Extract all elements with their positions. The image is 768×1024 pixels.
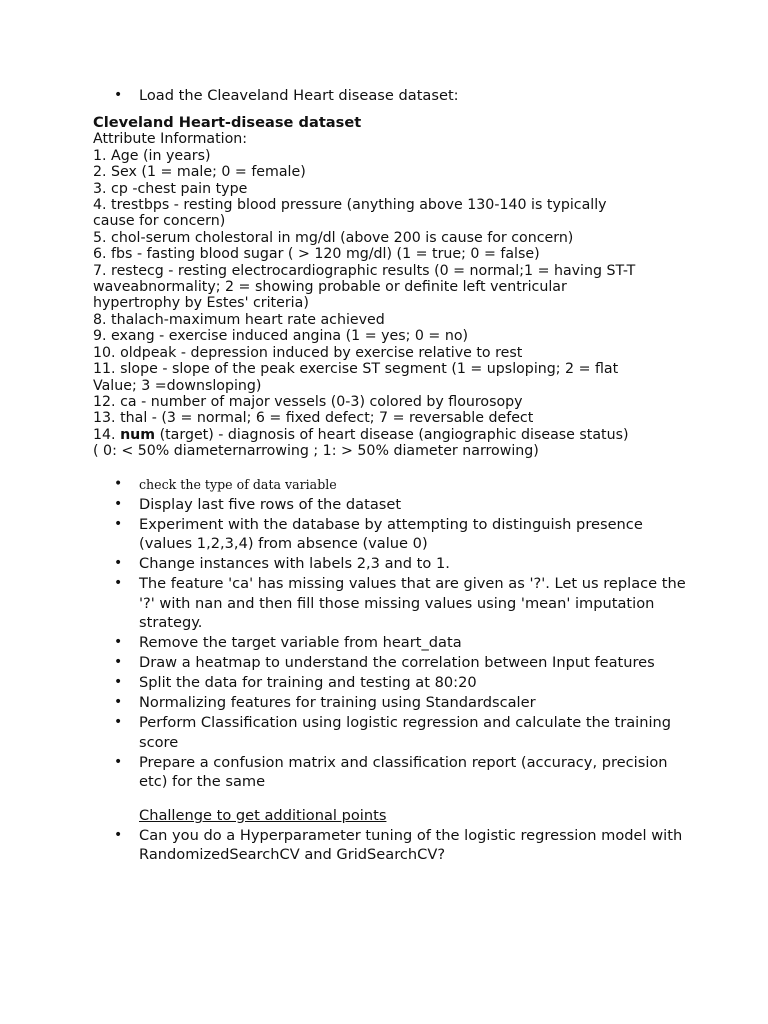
list-item	[114, 753, 694, 792]
list-item	[114, 475, 694, 494]
list-item	[114, 826, 694, 865]
attribute-line: 11. slope - slope of the peak exercise ST segment (1 = upsloping; 2 = flat	[93, 361, 619, 378]
bullet-icon: •	[114, 753, 123, 770]
list-item	[114, 713, 694, 752]
intro-list	[114, 86, 694, 105]
attribute-line: hypertrophy by Estes' criteria)	[93, 295, 309, 312]
bullet-icon: •	[114, 674, 123, 691]
task-text: Change instances with labels 2,3 and to 1.	[139, 555, 450, 573]
bullet-icon: •	[114, 575, 123, 592]
attribute-line: 12. ca - number of major vessels (0-3) colored by flourosopy	[93, 393, 523, 410]
task-text: Display last five rows of the dataset	[139, 496, 402, 513]
list-item	[114, 554, 694, 573]
list-item	[114, 515, 694, 554]
task-text: Remove the target variable from heart_data	[139, 634, 462, 652]
list-item	[114, 574, 694, 632]
task-text: Split the data for training and testing at 80:20	[139, 674, 477, 692]
challenge-list	[114, 826, 694, 865]
task-text: Draw a heatmap to understand the correlation between Input features	[139, 654, 655, 672]
attribute-line: 9. exang - exercise induced angina (1 = yes; 0 = no)	[93, 328, 469, 345]
attribute-heading: Attribute Information:	[93, 131, 248, 148]
dataset-title: Cleveland Heart-disease dataset	[93, 114, 362, 131]
task-text: check the type of data variable	[139, 477, 337, 492]
bullet-icon: •	[114, 555, 123, 572]
bullet-icon: •	[114, 654, 123, 671]
task-text: Perform Classification using logistic regression and calculate the training score	[139, 714, 672, 751]
bullet-icon: •	[114, 827, 123, 843]
bullet-icon: •	[114, 516, 123, 532]
attribute-line: 5. chol-serum cholestoral in mg/dl (above 200 is cause for concern)	[93, 229, 574, 246]
attribute-line: 10. oldpeak - depression induced by exercise relative to rest	[93, 344, 523, 361]
attribute-line: 4. trestbps - resting blood pressure (anything above 130-140 is typically	[93, 197, 607, 214]
attribute-line: 2. Sex (1 = male; 0 = female)	[93, 164, 306, 181]
target-name: num	[120, 426, 156, 443]
task-text: Normalizing features for training using Standardscaler	[139, 694, 536, 712]
attribute-line: Value; 3 =downsloping)	[93, 377, 262, 394]
attribute-line: cause for concern)	[93, 213, 226, 230]
target-attribute-line	[93, 427, 683, 443]
bullet-icon: •	[114, 87, 123, 103]
bullet-icon: •	[114, 496, 123, 512]
bullet-icon: •	[114, 476, 123, 492]
intro-bullet-text: Load the Cleaveland Heart disease dataset:	[139, 87, 459, 104]
task-list	[114, 475, 694, 792]
target-description: (target) - diagnosis of heart disease (angiographic disease status)	[155, 426, 629, 443]
challenge-task-text: Can you do a Hyperparameter tuning of the logistic regression model with RandomizedSearchCV and GridSearchCV?	[139, 827, 683, 864]
attribute-line: 13. thal - (3 = normal; 6 = fixed defect; 7 = reversable defect	[93, 410, 534, 427]
dataset-description	[93, 115, 683, 460]
bullet-icon: •	[114, 694, 123, 711]
attribute-line: 3. cp -chest pain type	[93, 180, 248, 197]
bullet-icon: •	[114, 634, 123, 651]
bullet-icon: •	[114, 714, 123, 731]
list-item	[114, 653, 694, 672]
list-item	[114, 693, 694, 712]
attribute-lines	[93, 148, 683, 427]
list-item	[114, 495, 694, 514]
task-text: The feature 'ca' has missing values that are given as '?'. Let us replace the '?' with nan and then fill those missing values using 'mean' imputation strategy.	[139, 575, 686, 632]
attribute-line: 6. fbs - fasting blood sugar ( > 120 mg/dl) (1 = true; 0 = false)	[93, 246, 540, 263]
task-text: Prepare a confusion matrix and classification report (accuracy, precision etc) for the same	[139, 753, 668, 791]
list-item	[114, 633, 694, 652]
attribute-line: 7. restecg - resting electrocardiographic results (0 = normal;1 = having ST-T	[93, 262, 636, 279]
list-item	[114, 86, 694, 105]
attribute-line: waveabnormality; 2 = showing probable or definite left ventricular	[93, 279, 567, 296]
task-text: Experiment with the database by attempting to distinguish presence (values 1,2,3,4) from absence (value 0)	[139, 516, 643, 553]
list-item	[114, 673, 694, 692]
attribute-line: 1. Age (in years)	[93, 147, 211, 164]
target-values-line: ( 0: < 50% diameternarrowing ; 1: > 50% diameter narrowing)	[93, 443, 539, 460]
target-prefix: 14.	[93, 426, 121, 443]
attribute-line: 8. thalach-maximum heart rate achieved	[93, 311, 385, 328]
challenge-heading: Challenge to get additional points	[139, 807, 387, 824]
